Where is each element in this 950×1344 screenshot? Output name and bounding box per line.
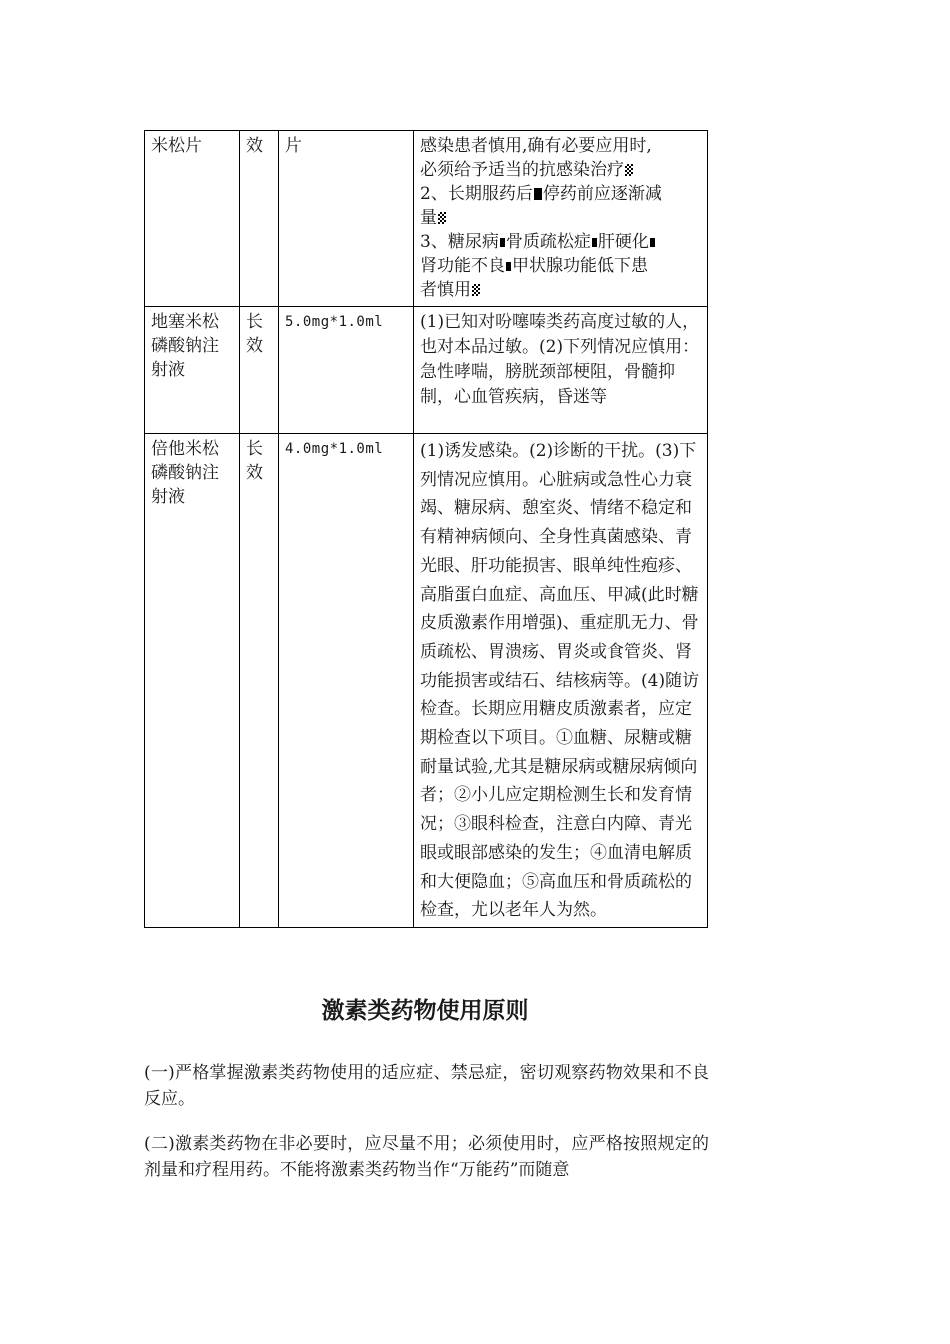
garbled-glyph-icon bbox=[650, 238, 655, 247]
drug-note-cell bbox=[414, 131, 708, 307]
drug-type-cell: 长效 bbox=[240, 307, 279, 434]
garbled-glyph-icon bbox=[625, 164, 633, 176]
note-line: 3、糖尿病 骨质疏松症 肝硬化 bbox=[420, 230, 703, 254]
garbled-glyph-icon bbox=[472, 284, 480, 296]
section-title: 激素类药物使用原则 bbox=[321, 998, 529, 1024]
note-line: 者慎用 bbox=[420, 278, 703, 302]
note-line: 2、长期服药后 停药前应逐渐减 bbox=[420, 184, 662, 204]
drug-note-cell: (1)诱发感染。(2)诊断的干扰。(3)下列情况应慎用。心脏病或急性心力衰竭、糖尿病、憩室炎、情绪不稳定和有精神病倾向、全身性真菌感染、青光眼、肝功能损害、眼单纯性疱疹、高脂蛋白血症、高血压、甲减(此时糖皮质激素作用增强)、重症肌无力、骨质疏松、胃溃疡、胃炎或食管炎、肾功能损害或结石、结核病等。(4)随访检查。长期应用糖皮质激素者，应定期检查以下项目。①血糖、尿糖或糖耐量试验,尤其是糖尿病或糖尿病倾向者；②小儿应定期检测生长和发育情况；③眼科检查，注意白内障、青光眼或眼部感染的发生；④血清电解质和大便隐血；⑤高血压和骨质疏松的检查，尤以老年人为然。 bbox=[414, 434, 708, 928]
drug-name-cell: 地塞米松磷酸钠注射液 bbox=[145, 307, 240, 434]
garbled-glyph-icon bbox=[506, 262, 511, 271]
drug-type-cell: 效 bbox=[240, 131, 279, 307]
drug-spec-cell: 片 bbox=[279, 131, 414, 307]
note-line: 肾功能不良 甲状腺功能低下患 bbox=[420, 256, 648, 276]
garbled-glyph-icon bbox=[438, 212, 446, 224]
drug-table bbox=[144, 130, 708, 928]
paragraph: (二)激素类药物在非必要时，应尽量不用；必须使用时，应严格按照规定的剂量和疗程用药。不能将激素类药物当作“万能药”而随意 bbox=[144, 1134, 709, 1180]
table-row bbox=[145, 131, 708, 307]
drug-type-cell: 长效 bbox=[240, 434, 279, 928]
garbled-glyph-icon bbox=[500, 238, 505, 247]
table-row bbox=[145, 434, 708, 928]
drug-name-cell: 米松片 bbox=[145, 131, 240, 307]
note-line: 量 bbox=[420, 206, 703, 230]
garbled-glyph-icon bbox=[534, 188, 542, 200]
drug-note-cell: (1)已知对吩噻嗪类药高度过敏的人，也对本品过敏。(2)下列情况应慎用：急性哮喘，膀胱颈部梗阻，骨髓抑制，心血管疾病，昏迷等 bbox=[414, 307, 708, 434]
drug-spec-cell: 5.0mg*1.0ml bbox=[279, 307, 414, 434]
drug-spec-cell: 4.0mg*1.0ml bbox=[279, 434, 414, 928]
note-line: 感染患者慎用,确有必要应用时, bbox=[420, 136, 652, 156]
note-line: 必须给予适当的抗感染治疗 bbox=[420, 158, 703, 182]
drug-name-cell: 倍他米松磷酸钠注射液 bbox=[145, 434, 240, 928]
table-row bbox=[145, 307, 708, 434]
garbled-glyph-icon bbox=[592, 238, 597, 247]
paragraph: (一)严格掌握激素类药物使用的适应症、禁忌症，密切观察药物效果和不良反应。 bbox=[144, 1063, 709, 1109]
